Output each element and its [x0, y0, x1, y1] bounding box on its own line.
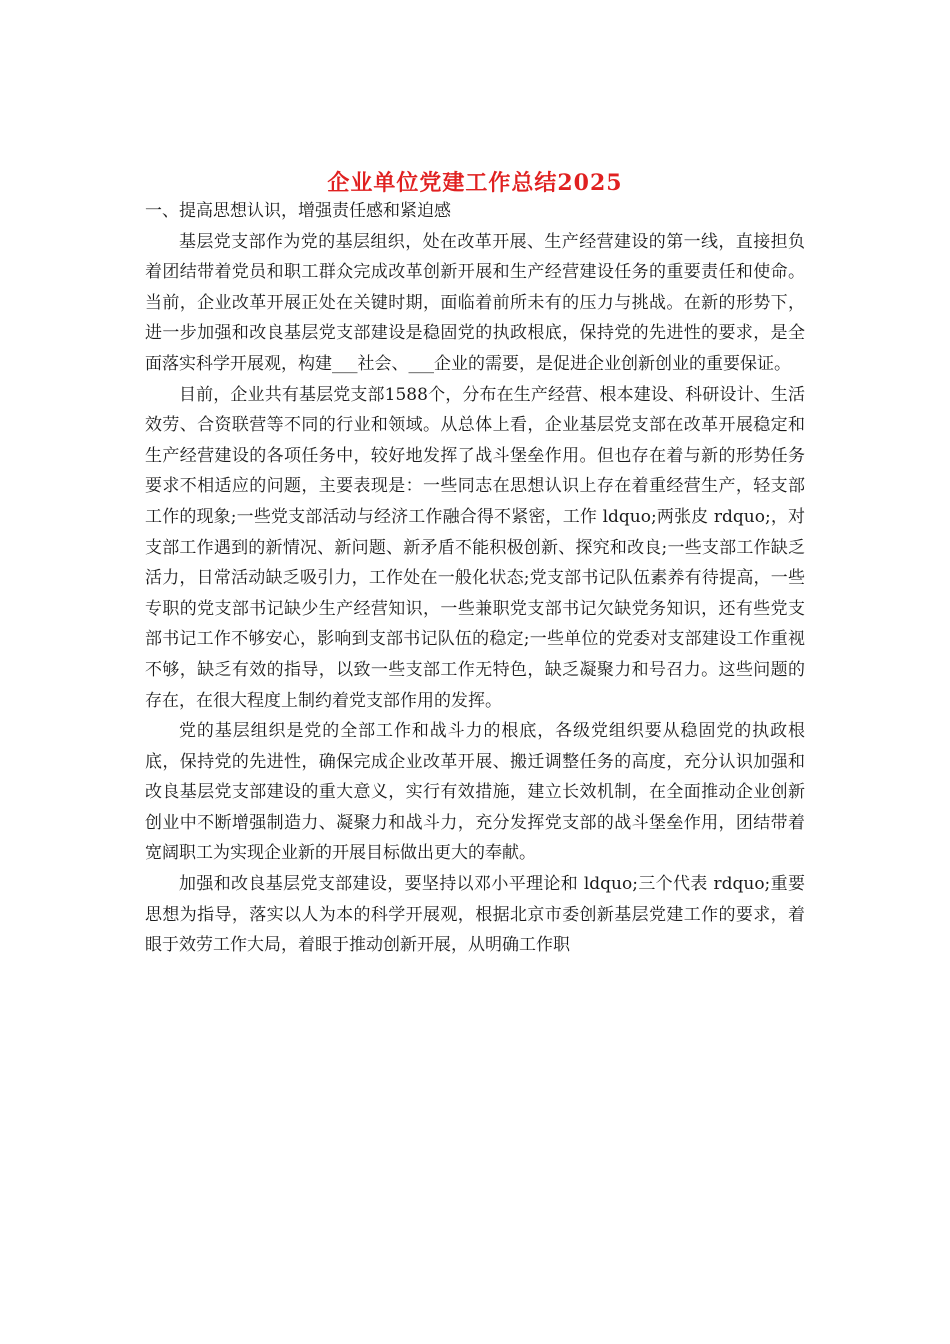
paragraph-4: 加强和改良基层党支部建设，要坚持以邓小平理论和 ldquo;三个代表 rdquo;重要思想为指导，落实以人为本的科学开展观，根据北京市委创新基层党建工作的要求，着眼于效劳工作大局，着眼于推动创新开展，从明确工作职	[145, 874, 805, 956]
paragraph-3: 党的基层组织是党的全部工作和战斗力的根底，各级党组织要从稳固党的执政根底，保持党的先进性，确保完成企业改革开展、搬迁调整任务的高度，充分认识加强和改良基层党支部建设的重大意义，实行有效措施，建立长效机制，在全面推动企业创新创业中不断增强制造力、凝聚力和战斗力，充分发挥党支部的战斗堡垒作用，团结带着宽阔职工为实现企业新的开展目标做出更大的奉献。	[145, 721, 805, 864]
document-title: 企业单位党建工作总结2025	[327, 169, 623, 196]
paragraph-2: 目前，企业共有基层党支部1588个，分布在生产经营、根本建设、科研设计、生活效劳、合资联营等不同的行业和领域。从总体上看，企业基层党支部在改革开展稳定和生产经营建设的各项任务中，较好地发挥了战斗堡垒作用。但也存在着与新的形势任务要求不相适应的问题，主要表现是：一些同志在思想认识上存在着重经营生产，轻支部工作的现象;一些党支部活动与经济工作融合得不紧密，工作 ldquo;两张皮 rdquo;，对支部工作遇到的新情况、新问题、新矛盾不能积极创新、探究和改良;一些支部工作缺乏活力，日常活动缺乏吸引力，工作处在一般化状态;党支部书记队伍素养有待提高，一些专职的党支部书记缺少生产经营知识，一些兼职党支部书记欠缺党务知识，还有些党支部书记工作不够安心，影响到支部书记队伍的稳定;一些单位的党委对支部建设工作重视不够，缺乏有效的指导，以致一些支部工作无特色，缺乏凝聚力和号召力。这些问题的存在，在很大程度上制约着党支部作用的发挥。	[145, 384, 805, 711]
paragraph-1: 基层党支部作为党的基层组织，处在改革开展、生产经营建设的第一线，直接担负着团结带着党员和职工群众完成改革创新开展和生产经营建设任务的重要责任和使命。当前，企业改革开展正处在关键时期，面临着前所未有的压力与挑战。在新的形势下，进一步加强和改良基层党支部建设是稳固党的执政根底，保持党的先进性的要求，是全面落实科学开展观，构建___社会、___企业的需要，是促进企业创新创业的重要保证。	[145, 231, 805, 374]
document-body	[145, 196, 805, 961]
section-heading: 一、提高思想认识，增强责任感和紧迫感	[145, 201, 451, 221]
